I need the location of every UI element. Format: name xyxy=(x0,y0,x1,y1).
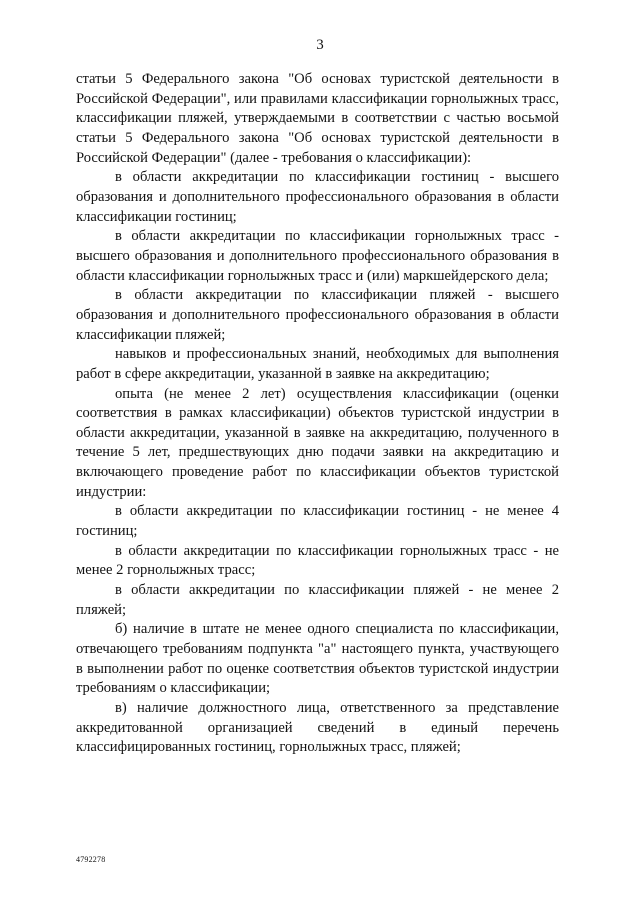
paragraph-hotels-count: в области аккредитации по классификации гостиниц - не менее 4 гостиниц; xyxy=(76,503,559,540)
document-code: 4792278 xyxy=(76,855,106,864)
paragraph-item-b: б) наличие в штате не менее одного специалиста по классификации, отвечающего требованиям подпункта "а" настоящего пункта, участвующего в выполнении работ по оценке соответствия объектов туристской индустрии требованиям о классификации; xyxy=(76,621,559,697)
paragraph-beaches-education: в области аккредитации по классификации пляжей - высшего образования и дополнительного профессионального образования в области классификации пляжей; xyxy=(76,287,559,343)
paragraph-experience: опыта (не менее 2 лет) осуществления классификации (оценки соответствия в рамках классификации) объектов туристской индустрии в области аккредитации, указанной в заявке на аккредитацию, полученного в течение 5 лет, предшествующих дню подачи заявки на аккредитацию и включающего проведение работ по классификации объектов туристской индустрии: xyxy=(76,385,559,500)
document-body xyxy=(76,70,559,758)
paragraph-hotels-education: в области аккредитации по классификации гостиниц - высшего образования и дополнительного профессионального образования в области классификации гостиниц; xyxy=(76,169,559,225)
paragraph-ski-slopes-education: в области аккредитации по классификации горнолыжных трасс - высшего образования и дополнительного профессионального образования в области классификации горнолыжных трасс и (или) маркшейдерского дела; xyxy=(76,228,559,284)
paragraph-ski-slopes-count: в области аккредитации по классификации горнолыжных трасс - не менее 2 горнолыжных трасс; xyxy=(76,542,559,579)
paragraph-item-v: в) наличие должностного лица, ответственного за представление аккредитованной организацией сведений в единый перечень классифицированных гостиниц, горнолыжных трасс, пляжей; xyxy=(76,700,559,756)
page-number: 3 xyxy=(316,37,324,53)
paragraph-beaches-count: в области аккредитации по классификации пляжей - не менее 2 пляжей; xyxy=(76,582,559,618)
paragraph-skills: навыков и профессиональных знаний, необходимых для выполнения работ в сфере аккредитации, указанной в заявке на аккредитацию; xyxy=(76,346,559,382)
paragraph-continuation: статьи 5 Федерального закона "Об основах туристской деятельности в Российской Федерации", или правилами классификации горнолыжных трасс, классификации пляжей, утверждаемыми в соответствии с частью восьмой статьи 5 Федерального закона "Об основах туристской деятельности в Российской Федерации" (далее - требования о классификации): xyxy=(76,71,559,166)
